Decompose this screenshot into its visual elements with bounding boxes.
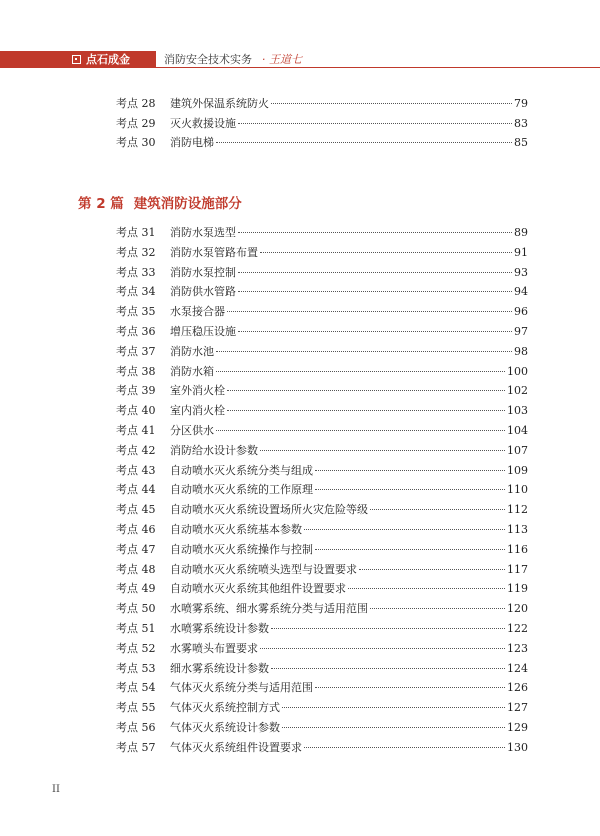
toc-entry-page: 130 [507,740,528,754]
toc-leader-dots [304,747,505,748]
toc-entry-number: 考点 34 [116,285,156,299]
book-title: 消防安全技术实务 [164,53,252,66]
toc-entry-title: 水喷雾系统、细水雾系统分类与适用范围 [170,602,368,616]
toc-entry-page: 93 [514,265,528,279]
toc-entry-page: 113 [507,523,528,536]
toc-leader-dots [238,272,512,273]
toc-entry-title: 室外消火栓 [170,384,225,398]
toc-leader-dots [238,123,512,124]
toc-entry[interactable] [116,244,528,262]
toc-entry-page: 79 [514,97,528,110]
toc-entry[interactable] [116,402,528,420]
toc-leader-dots [359,569,505,570]
toc-entry-page: 124 [507,661,528,675]
toc-leader-dots [315,470,505,471]
toc-entry[interactable] [116,541,528,559]
toc-entry-page: 83 [514,117,528,130]
toc-entry-title: 水泵接合器 [170,305,225,319]
toc-leader-dots [370,509,505,510]
toc-entry-page: 112 [507,503,528,517]
toc-entry[interactable] [116,660,528,678]
toc-leader-dots [216,371,505,372]
toc-entry[interactable] [116,224,528,242]
toc-entry[interactable] [116,382,528,400]
toc-entry-number: 考点 36 [116,325,156,338]
toc-leader-dots [238,232,512,233]
toc-entry-title: 气体灭火系统控制方式 [170,701,280,715]
toc-entry-page: 100 [507,364,528,378]
toc-entry-number: 考点 32 [116,245,156,259]
toc-entry-page: 107 [507,443,528,457]
toc-entry-number: 考点 46 [116,523,156,536]
brand-bar [0,51,156,68]
toc-entry[interactable] [116,462,528,480]
toc-entry-number: 考点 45 [116,503,156,517]
toc-entry-number: 考点 38 [116,364,156,378]
page-number: II [52,784,60,795]
toc-leader-dots [370,608,505,609]
toc-leader-dots [271,103,512,104]
toc-entry[interactable] [116,699,528,717]
toc-entry-page: 91 [514,245,528,259]
toc-entry-number: 考点 44 [116,483,156,497]
toc-entry-title: 消防水泵控制 [170,265,236,279]
toc-entry[interactable] [116,679,528,697]
toc-leader-dots [216,142,512,143]
toc-entry[interactable] [116,719,528,737]
toc-entry[interactable] [116,134,528,152]
toc-entry-title: 消防水箱 [170,364,214,378]
toc-entry-page: 116 [507,542,528,556]
toc-entry[interactable] [116,115,528,133]
section-title: 建筑消防设施部分 [133,196,242,212]
toc-leader-dots [227,410,505,411]
toc-entry-title: 增压稳压设施 [170,325,236,338]
toc-leader-dots [271,668,505,669]
toc-entry-number: 考点 42 [116,443,156,457]
toc-entry[interactable] [116,580,528,598]
toc-entry-number: 考点 35 [116,305,156,319]
toc-entry-page: 102 [507,384,528,398]
toc-leader-dots [304,529,505,530]
toc-entry-number: 考点 29 [116,117,156,130]
toc-entry-number: 考点 57 [116,740,156,754]
toc-entry-title: 气体灭火系统组件设置要求 [170,740,302,754]
toc-entry-title: 消防水泵管路布置 [170,245,258,259]
toc-entry-number: 考点 48 [116,562,156,576]
toc-entry-number: 考点 31 [116,226,156,239]
toc-entry[interactable] [116,561,528,579]
toc-entry-page: 120 [507,602,528,616]
toc-entry-page: 96 [514,305,528,319]
toc-leader-dots [227,390,505,391]
toc-entry-page: 104 [507,424,528,437]
toc-entry-page: 127 [507,701,528,715]
section-label: 第 2 篇 [78,196,124,212]
toc-leader-dots [260,648,505,649]
toc-entry[interactable] [116,620,528,638]
toc-entry[interactable] [116,521,528,539]
toc-leader-dots [282,707,505,708]
toc-entry[interactable] [116,640,528,658]
toc-entry-number: 考点 56 [116,721,156,734]
toc-entry-title: 水雾喷头布置要求 [170,641,258,655]
toc-leader-dots [238,291,512,292]
toc-entry-number: 考点 55 [116,701,156,715]
toc-leader-dots [282,727,505,728]
toc-entry[interactable] [116,501,528,519]
toc-entry-number: 考点 50 [116,602,156,616]
toc-entry-title: 消防水泵选型 [170,226,236,239]
toc-entry-number: 考点 43 [116,463,156,477]
toc-entry-title: 灭火救援设施 [170,117,236,130]
toc-entry-number: 考点 41 [116,424,156,437]
toc-entry-number: 考点 37 [116,344,156,358]
toc-entry-title: 细水雾系统设计参数 [170,661,269,675]
toc-entry-number: 考点 33 [116,265,156,279]
toc-leader-dots [216,430,505,431]
toc-entry-page: 85 [514,136,528,149]
toc-entry[interactable] [116,422,528,440]
toc-entry-page: 123 [507,641,528,655]
toc-entry[interactable] [116,481,528,499]
toc-entry-number: 考点 49 [116,582,156,596]
toc-entry-title: 自动喷水灭火系统其他组件设置要求 [170,582,346,596]
toc-entry-title: 消防供水管路 [170,285,236,299]
section-heading [78,194,242,214]
toc-entry[interactable] [116,600,528,618]
toc-entry-page: 119 [507,582,528,596]
toc-entry-page: 129 [507,721,528,734]
toc-leader-dots [260,252,512,253]
toc-entry[interactable] [116,95,528,113]
author-signature: · 王道七 [262,53,302,66]
toc-entry-title: 消防电梯 [170,136,214,149]
toc-entry-page: 98 [514,344,528,358]
toc-entry-number: 考点 47 [116,542,156,556]
toc-entry-number: 考点 39 [116,384,156,398]
toc-leader-dots [260,450,505,451]
toc-entry-page: 89 [514,226,528,239]
toc-entry-title: 建筑外保温系统防火 [170,97,269,110]
toc-entry-page: 97 [514,325,528,338]
toc-entry[interactable] [116,363,528,381]
toc-entry[interactable] [116,264,528,282]
toc-entry-title: 水喷雾系统设计参数 [170,622,269,635]
toc-entry-title: 自动喷水灭火系统的工作原理 [170,483,313,497]
toc-entry[interactable] [116,303,528,321]
toc-entry-title: 自动喷水灭火系统喷头选型与设置要求 [170,562,357,576]
book-icon [72,55,81,64]
toc-entry-page: 122 [507,622,528,635]
page-header [0,0,600,68]
toc-entry-title: 自动喷水灭火系统设置场所火灾危险等级 [170,503,368,517]
toc-leader-dots [227,311,512,312]
toc-entry-title: 分区供水 [170,424,214,437]
toc-entry-number: 考点 54 [116,681,156,695]
toc-entry-page: 109 [507,463,528,477]
toc-entry-number: 考点 40 [116,404,156,418]
toc-entry-page: 110 [507,483,528,497]
toc-entry-page: 103 [507,404,528,418]
toc-entry-title: 消防水池 [170,344,214,358]
brand-name: 点石成金 [86,53,130,66]
toc-leader-dots [348,588,505,589]
toc-entry[interactable] [116,323,528,341]
toc-leader-dots [238,331,512,332]
toc-entry[interactable] [116,343,528,361]
toc-entry-title: 自动喷水灭火系统操作与控制 [170,542,313,556]
toc-entry[interactable] [116,283,528,301]
toc-entry-page: 126 [507,681,528,695]
toc-leader-dots [315,489,505,490]
toc-entry-title: 消防给水设计参数 [170,443,258,457]
toc-entry-page: 94 [514,285,528,299]
toc-entry-number: 考点 30 [116,136,156,149]
toc-leader-dots [216,351,512,352]
toc-entry-number: 考点 28 [116,97,156,110]
toc-entry[interactable] [116,442,528,460]
toc-leader-dots [315,549,505,550]
toc-entry-number: 考点 51 [116,622,156,635]
toc-entry-title: 气体灭火系统分类与适用范围 [170,681,313,695]
toc-leader-dots [271,628,505,629]
toc-entry-title: 自动喷水灭火系统分类与组成 [170,463,313,477]
toc-leader-dots [315,687,505,688]
toc-entry[interactable] [116,739,528,757]
toc-entry-page: 117 [507,562,528,576]
toc-entry-number: 考点 52 [116,641,156,655]
toc-entry-title: 气体灭火系统设计参数 [170,721,280,734]
toc-entry-title: 自动喷水灭火系统基本参数 [170,523,302,536]
toc-entry-number: 考点 53 [116,661,156,675]
toc-entry-title: 室内消火栓 [170,404,225,418]
